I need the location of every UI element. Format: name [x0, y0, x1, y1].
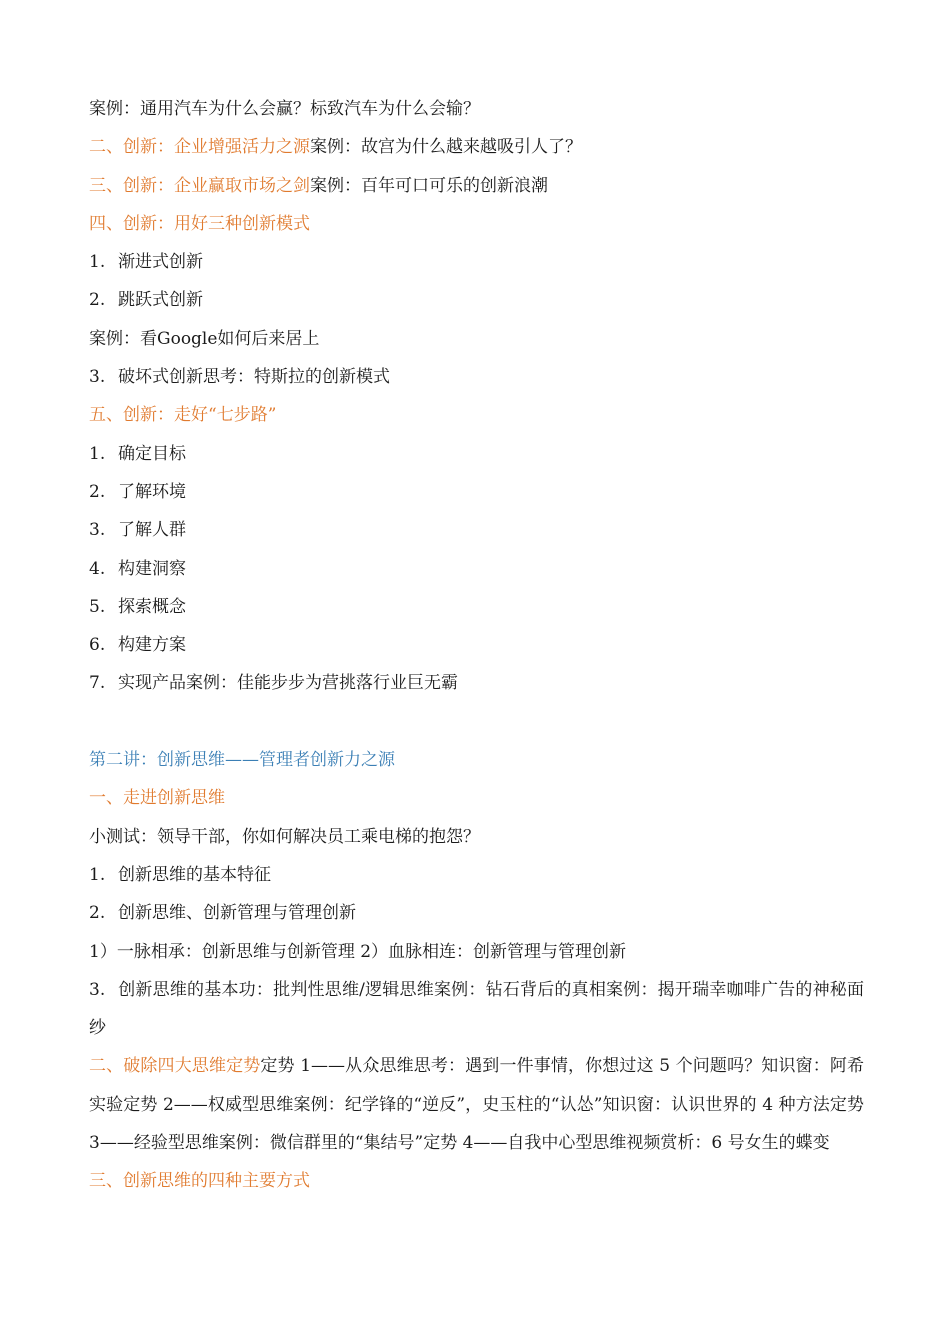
blank-line — [89, 703, 864, 741]
list-item — [89, 894, 864, 932]
list-text: 构建方案 — [118, 635, 186, 656]
list-number: 3. — [89, 520, 106, 541]
section-5-heading: 五、创新：走好“七步路” — [89, 405, 277, 426]
document-page — [89, 90, 864, 1201]
list-number: 1. — [89, 252, 106, 273]
list-number: 5. — [89, 596, 106, 617]
list-item — [89, 856, 864, 894]
paragraph-text: 定势 1——从众思维思考：遇到一件事情，你想过这 5 个问题吗？知识窗：阿希实验定势 2——权威型思维案例：纪学锋的“逆反”，史玉柱的“认怂”知识窗：认识世界的 4 种方法定势 3——经验型思维案例：微信群里的“集结号”定势 4——自我中心型思维视频赏析：6 号女生的蝶变 — [89, 1056, 865, 1154]
section-heading: 二、创新：企业增强活力之源 — [89, 137, 310, 158]
case-text: 案例：故宫为什么越来越吸引人了？ — [310, 137, 582, 158]
list-text: 创新思维、创新管理与管理创新 — [118, 903, 356, 924]
section-2-line — [89, 128, 864, 166]
list-number: 1. — [89, 443, 106, 464]
case-text: 案例：百年可口可乐的创新浪潮 — [310, 175, 548, 196]
list-item — [89, 588, 864, 626]
list-item-paragraph — [89, 971, 864, 1048]
list-number: 7. — [89, 673, 106, 694]
list-text: 渐进式创新 — [118, 252, 203, 273]
list-item — [89, 243, 864, 281]
lecture-2-title: 第二讲：创新思维——管理者创新力之源 — [89, 750, 395, 771]
case-text: 案例：通用汽车为什么会赢？标致汽车为什么会输？ — [89, 99, 480, 119]
list-number: 2. — [89, 903, 106, 924]
list-text: 探索概念 — [118, 596, 186, 617]
section-3-heading: 三、创新思维的四种主要方式 — [89, 1171, 310, 1192]
sub-list-line: 1）一脉相承：创新思维与创新管理 2）血脉相连：创新管理与管理创新 — [89, 941, 627, 962]
case-line: 案例：看Google如何后来居上 — [89, 328, 320, 349]
list-number: 2. — [89, 481, 106, 502]
case-line — [89, 90, 864, 128]
list-number: 4. — [89, 558, 106, 579]
list-text: 破坏式创新思考：特斯拉的创新模式 — [118, 367, 390, 388]
section-3-line — [89, 167, 864, 205]
list-text: 了解人群 — [118, 520, 186, 541]
list-item — [89, 358, 864, 396]
section-heading: 二、破除四大思维定势 — [89, 1056, 261, 1077]
section-1-heading: 一、走进创新思维 — [89, 788, 225, 809]
list-text: 创新思维的基本特征 — [118, 864, 271, 885]
list-item — [89, 473, 864, 511]
list-number: 3. — [89, 367, 106, 388]
list-text: 构建洞察 — [118, 558, 186, 579]
list-item — [89, 511, 864, 549]
list-item — [89, 664, 864, 702]
list-number: 6. — [89, 635, 106, 656]
list-number: 3. — [89, 979, 106, 1000]
list-number: 2. — [89, 290, 106, 311]
list-text: 实现产品案例：佳能步步为营挑落行业巨无霸 — [118, 673, 458, 694]
list-text: 确定目标 — [118, 443, 186, 464]
list-text: 跳跃式创新 — [118, 290, 203, 311]
list-item — [89, 281, 864, 319]
quiz-line: 小测试：领导干部，你如何解决员工乘电梯的抱怨？ — [89, 826, 480, 847]
list-item — [89, 626, 864, 664]
section-4-heading: 四、创新：用好三种创新模式 — [89, 213, 310, 234]
section-heading: 三、创新：企业赢取市场之剑 — [89, 175, 310, 196]
section-2-paragraph — [89, 1047, 864, 1162]
list-item — [89, 550, 864, 588]
list-text: 创新思维的基本功：批判性思维/逻辑思维案例：钻石背后的真相案例：揭开瑞幸咖啡广告的神秘面纱 — [89, 979, 864, 1039]
list-text: 了解环境 — [118, 481, 186, 502]
list-item — [89, 435, 864, 473]
list-number: 1. — [89, 864, 106, 885]
